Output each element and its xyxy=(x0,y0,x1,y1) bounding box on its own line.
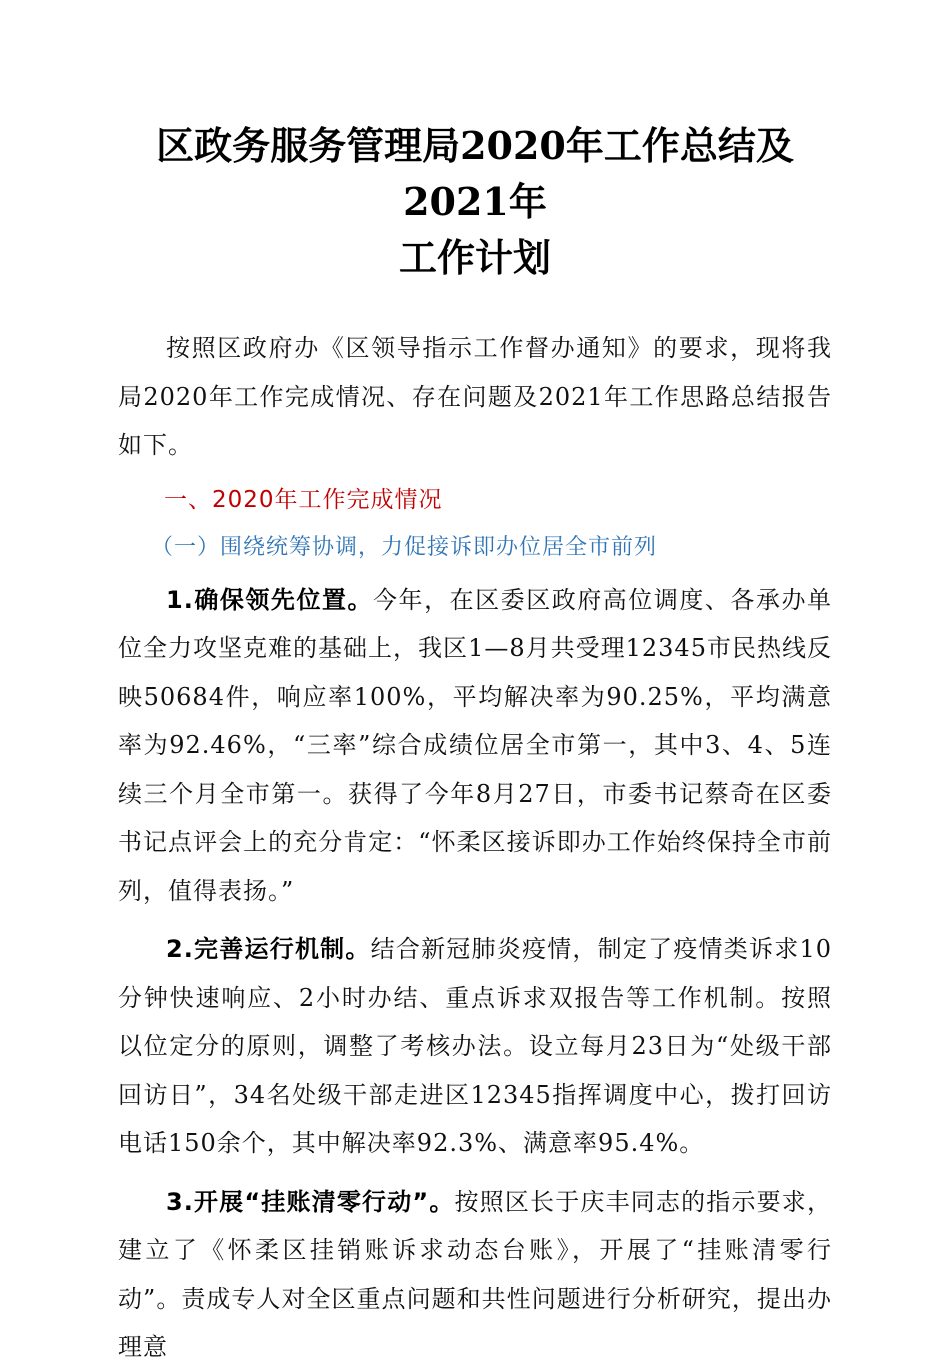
document-body xyxy=(118,324,832,1372)
paragraph-item-2 xyxy=(118,925,832,1168)
paragraph-item-3 xyxy=(118,1178,832,1372)
subsection-heading: （一）围绕统筹协调，力促接诉即办位居全市前列 xyxy=(151,534,658,560)
paragraph-item-1 xyxy=(118,576,832,916)
item-2-text: 结合新冠肺炎疫情，制定了疫情类诉求10分钟快速响应、2小时办结、重点诉求双报告等工作机制。按照以位定分的原则，调整了考核办法。设立每月23日为“处级干部回访日”，34名处级干部走进区12345指挥调度中心，拨打回访电话150余个，其中解决率92.3%、满意率95.4%。 xyxy=(118,935,832,1157)
section-heading: 一、2020年工作完成情况 xyxy=(164,486,443,513)
intro-paragraph: 按照区政府办《区领导指示工作督办通知》的要求，现将我局2020年工作完成情况、存在问题及2021年工作思路总结报告如下。 xyxy=(118,334,832,459)
title-line-1: 区政务服务管理局2020年工作总结及2021年 xyxy=(156,123,794,224)
document-title xyxy=(118,118,832,286)
item-3-text: 按照区长于庆丰同志的指示要求，建立了《怀柔区挂销账诉求动态台账》，开展了“挂账清零行动”。责成专人对全区重点问题和共性问题进行分析研究，提出办理意 xyxy=(118,1187,832,1361)
item-1-label: 1.确保领先位置。 xyxy=(166,585,374,614)
title-line-2: 工作计划 xyxy=(398,235,551,280)
item-1-text: 今年，在区委区政府高位调度、各承办单位全力攻坚克难的基础上，我区1—8月共受理12345市民热线反映50684件，响应率100%，平均解决率为90.25%，平均满意率为92.46%，“三率”综合成绩位居全市第一，其中3、4、5连续三个月全市第一。获得了今年8月27日，市委书记蔡奇在区委书记点评会上的充分肯定：“怀柔区接诉即办工作始终保持全市前列，值得表扬。” xyxy=(118,585,832,905)
item-3-label: 3.开展“挂账清零行动”。 xyxy=(166,1187,455,1216)
item-2-label: 2.完善运行机制。 xyxy=(166,935,371,963)
